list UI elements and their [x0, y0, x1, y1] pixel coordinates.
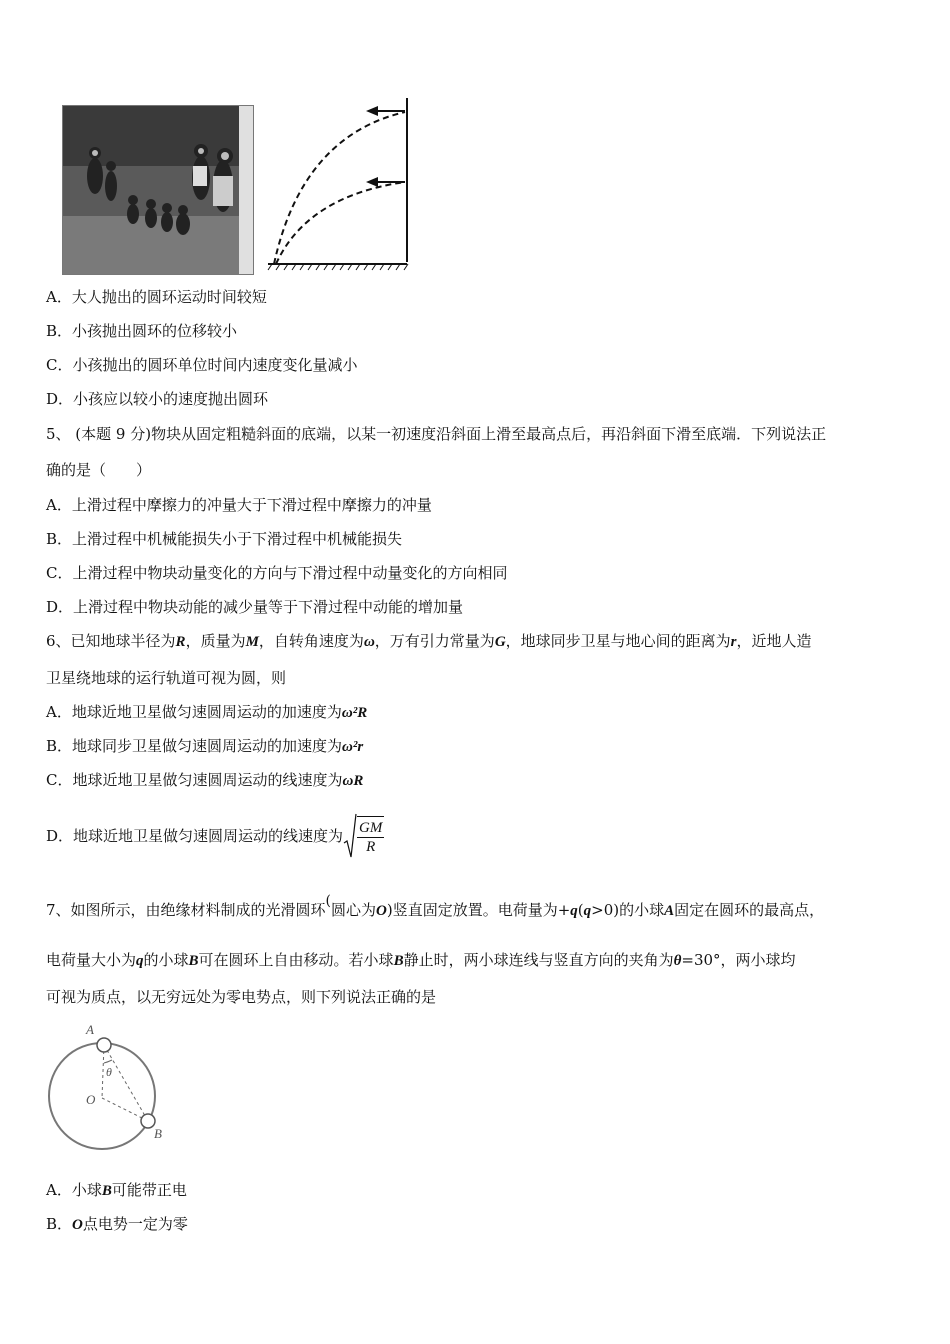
adult-trajectory — [274, 112, 405, 264]
q6-option-b — [46, 736, 363, 757]
trajectory-diagram — [262, 96, 412, 272]
var-M: M — [245, 634, 259, 650]
var-q: q — [583, 903, 592, 919]
q6-stem-line1 — [46, 631, 812, 652]
q6-text-f: ，近地人造 — [736, 632, 812, 650]
var-omega: ω — [363, 634, 375, 650]
q7-option-a-text: A．小球 — [46, 1181, 102, 1199]
label-o: O — [86, 1092, 96, 1107]
q7-option-b-text2: 点电势一定为零 — [82, 1215, 188, 1233]
q7-text-a: 7、如图所示，由绝缘材料制成的光滑圆环 — [46, 901, 326, 919]
fraction-denominator: R — [366, 839, 376, 855]
ring-toss-photo — [62, 105, 254, 275]
q6-option-a — [46, 702, 367, 723]
q4-option-d: D．小孩应以较小的速度抛出圆环 — [46, 390, 269, 408]
q5-option-d: D．上滑过程中物块动能的减少量等于下滑过程中动能的增加量 — [46, 598, 464, 616]
q7-text-b: 圆心为 — [331, 901, 377, 919]
q6-option-b-text: B．地球同步卫星做匀速圆周运动的加速度为 — [46, 737, 343, 755]
var-B: B — [393, 953, 404, 969]
var-G: G — [494, 634, 506, 650]
q6-text-c: ，自转角速度为 — [258, 632, 364, 650]
q7-text-j: 静止时，两小球连线与竖直方向的夹角为 — [403, 951, 674, 969]
vertical-dashed-line — [102, 1045, 104, 1098]
q7-text-c: )竖直固定放置。电荷量为+ — [386, 901, 571, 919]
q7-stem-line2 — [46, 950, 796, 971]
q5-option-a: A．上滑过程中摩擦力的冲量大于下滑过程中摩擦力的冲量 — [46, 496, 432, 514]
fraction-numerator: GM — [359, 820, 383, 836]
q7-text-g: 电荷量大小为 — [46, 951, 137, 969]
insulating-ring — [49, 1043, 155, 1149]
var-A: A — [664, 903, 675, 919]
q6-stem-line2: 卫星绕地球的运行轨道可视为圆，则 — [46, 669, 287, 687]
q5-stem-line1: 5、 (本题 9 分)物块从固定粗糙斜面的底端，以某一初速度沿斜面上滑至最高点后，再沿斜面下滑至底端．下列说法正 — [46, 425, 827, 443]
var-R: R — [175, 634, 186, 650]
sqrt-fraction — [357, 816, 384, 856]
q7-text-d: ( — [577, 901, 584, 919]
q7-text-f: 固定在圆环的最高点， — [674, 901, 825, 919]
q6-option-c-text: C．地球近地卫星做匀速圆周运动的线速度为 — [46, 771, 343, 789]
q7-stem-line3: 可视为质点，以无穷远处为零电势点，则下列说法正确的是 — [46, 988, 437, 1006]
q7-option-b — [46, 1214, 188, 1235]
q7-paren: ( — [325, 893, 332, 909]
q4-option-a: A．大人抛出的圆环运动时间较短 — [46, 288, 267, 306]
q7-text-k: =30°，两小球均 — [681, 951, 796, 969]
var-O: O — [72, 1217, 83, 1233]
arrow-upper — [366, 106, 405, 116]
label-theta: θ — [106, 1065, 112, 1079]
q6-text-d: ，万有引力常量为 — [374, 632, 495, 650]
q6-option-c-expr: ωR — [342, 773, 364, 789]
q6-option-a-text: A．地球近地卫星做匀速圆周运动的加速度为 — [46, 703, 342, 721]
q6-option-d-text: D．地球近地卫星做匀速圆周运动的线速度为 — [46, 827, 344, 845]
q6-option-c — [46, 770, 363, 791]
q7-text-e: >0)的小球 — [591, 901, 665, 919]
q7-option-a — [46, 1180, 187, 1201]
child-trajectory — [276, 182, 405, 264]
var-B: B — [188, 953, 199, 969]
sqrt-sign — [343, 813, 357, 859]
ring-diagram — [44, 1018, 174, 1154]
q6-option-d — [46, 812, 384, 859]
q4-option-b: B．小孩抛出圆环的位移较小 — [46, 322, 238, 340]
q4-option-c: C．小孩抛出的圆环单位时间内速度变化量减小 — [46, 356, 358, 374]
q7-option-a-text2: 可能带正电 — [111, 1181, 187, 1199]
q6-option-a-expr: ω²R — [341, 705, 368, 721]
q5-option-b: B．上滑过程中机械能损失小于下滑过程中机械能损失 — [46, 530, 403, 548]
var-theta: θ — [673, 953, 682, 969]
q6-text-e: ，地球同步卫星与地心间的距离为 — [505, 632, 731, 650]
q6-text-b: ，质量为 — [185, 632, 246, 650]
q7-text-h: 的小球 — [143, 951, 189, 969]
var-r: r — [730, 634, 737, 650]
q5-option-c: C．上滑过程中物块动量变化的方向与下滑过程中动量变化的方向相同 — [46, 564, 508, 582]
q7-option-b-text: B． — [46, 1215, 73, 1233]
q6-text-a: 6、已知地球半径为 — [46, 632, 176, 650]
angle-arc — [104, 1060, 112, 1063]
q7-stem-line1 — [46, 893, 825, 921]
photo-illustration — [63, 106, 253, 274]
q7-text-i: 可在圆环上自由移动。若小球 — [198, 951, 394, 969]
ball-b — [141, 1114, 155, 1128]
sqrt-expression — [343, 813, 384, 859]
ball-a — [97, 1038, 111, 1052]
var-q: q — [136, 953, 144, 969]
q5-stem-line2: 确的是（ ） — [46, 461, 152, 479]
var-B: B — [101, 1183, 112, 1199]
label-a: A — [86, 1022, 94, 1037]
q6-option-b-expr: ω²r — [342, 739, 364, 755]
var-O: O — [376, 903, 387, 919]
label-b: B — [154, 1126, 162, 1141]
var-q: q — [570, 903, 578, 919]
